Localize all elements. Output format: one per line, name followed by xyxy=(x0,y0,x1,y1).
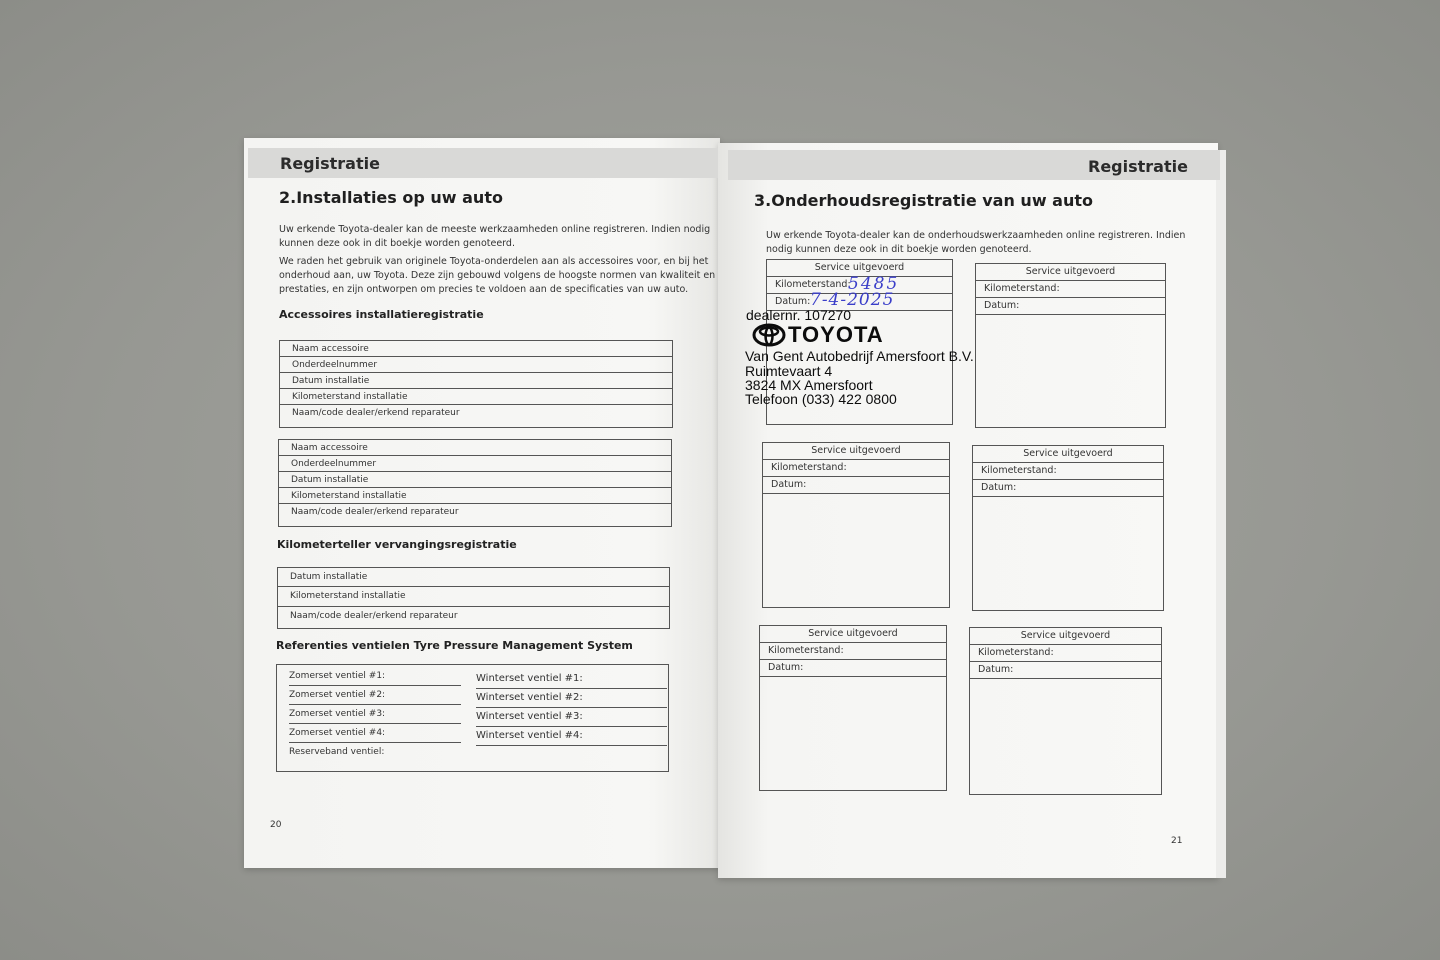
service-title: Service uitgevoerd xyxy=(976,264,1165,281)
left-accessory-paragraph xyxy=(279,255,715,297)
service-title: Service uitgevoerd xyxy=(763,443,949,460)
stamp-brand: TOYOTA xyxy=(788,322,884,347)
service-title: Service uitgevoerd xyxy=(970,628,1161,645)
winter-valve-field: Winterset ventiel #4: xyxy=(476,727,667,746)
service-box-3 xyxy=(762,442,950,608)
service-box-6 xyxy=(969,627,1162,795)
winter-valve-field: Winterset ventiel #3: xyxy=(476,708,667,727)
service-date-label: Datum: xyxy=(973,480,1163,497)
odometer-field: Kilometerstand installatie xyxy=(278,587,669,607)
service-date-label: Datum: xyxy=(970,662,1161,679)
service-box-4 xyxy=(972,445,1164,611)
text-line: kunnen deze ook in dit boekje worden genoteerd. xyxy=(279,238,515,249)
left-page-title: 2.Installaties op uw auto xyxy=(279,188,503,207)
odometer-table xyxy=(277,567,670,629)
text-line: onderhoud aan, uw Toyota. Deze zijn gebouwd volgens de hoogste normen van kwaliteit en xyxy=(279,270,716,281)
service-title: Service uitgevoerd xyxy=(760,626,946,643)
page-edge xyxy=(1216,150,1226,878)
stamp-street: Ruimtevaart 4 xyxy=(745,363,833,379)
summer-valve-field: Reserveband ventiel: xyxy=(289,747,385,757)
handwritten-date: 7-4-2025 xyxy=(810,290,895,310)
service-km-label: Kilometerstand: xyxy=(970,645,1161,662)
stamp-phone: Telefoon (033) 422 0800 xyxy=(745,391,897,407)
service-title: Service uitgevoerd xyxy=(973,446,1163,463)
right-page-number: 21 xyxy=(1171,836,1183,846)
text-line: We raden het gebruik van originele Toyota-onderdelen aan als accessoires voor, en bij het xyxy=(279,256,709,267)
text-line: nodig kunnen deze ook in dit boekje worden genoteerd. xyxy=(766,244,1032,255)
accessory-field: Datum installatie xyxy=(280,373,672,389)
accessory-field: Naam/code dealer/erkend reparateur xyxy=(292,408,460,418)
accessory-field: Onderdeelnummer xyxy=(279,456,671,472)
accessory-field: Naam accessoire xyxy=(279,440,671,456)
text-line: prestaties, en zijn ontworpen om precies te voldoen aan de specificaties van uw auto. xyxy=(279,284,689,295)
service-km-label: Kilometerstand: xyxy=(973,463,1163,480)
odometer-heading: Kilometerteller vervangingsregistratie xyxy=(277,538,517,551)
handwritten-km: 5485 xyxy=(848,274,900,294)
service-box-2 xyxy=(975,263,1166,428)
summer-valve-field: Zomerset ventiel #2: xyxy=(289,686,461,705)
stamp-city: 3824 MX Amersfoort xyxy=(745,377,873,393)
text-line: Uw erkende Toyota-dealer kan de meeste werkzaamheden online registreren. Indien nodig xyxy=(279,224,711,235)
service-date-label: Datum: xyxy=(760,660,946,677)
service-date-label: Datum: xyxy=(767,294,952,311)
service-date-label: Datum: xyxy=(976,298,1165,315)
summer-valve-field: Zomerset ventiel #1: xyxy=(289,667,461,686)
service-km-label: Kilometerstand: xyxy=(767,277,952,294)
service-box-5 xyxy=(759,625,947,791)
winter-valves-column xyxy=(476,670,667,746)
accessory-field: Datum installatie xyxy=(279,472,671,488)
accessory-table-1 xyxy=(279,340,673,428)
accessory-table-2 xyxy=(278,439,672,527)
service-km-label: Kilometerstand: xyxy=(976,281,1165,298)
summer-valve-field: Zomerset ventiel #4: xyxy=(289,724,461,743)
accessory-field: Onderdeelnummer xyxy=(280,357,672,373)
odometer-field: Naam/code dealer/erkend reparateur xyxy=(290,611,458,621)
accessory-field: Naam/code dealer/erkend reparateur xyxy=(291,507,459,517)
summer-valve-field: Zomerset ventiel #3: xyxy=(289,705,461,724)
odometer-field: Datum installatie xyxy=(278,568,669,587)
right-header-title: Registratie xyxy=(1088,157,1188,176)
stamp-company: Van Gent Autobedrijf Amersfoort B.V. xyxy=(745,348,974,364)
right-intro-paragraph xyxy=(766,229,1185,257)
winter-valve-field: Winterset ventiel #2: xyxy=(476,689,667,708)
service-title: Service uitgevoerd xyxy=(767,260,952,277)
service-km-label: Kilometerstand: xyxy=(760,643,946,660)
left-intro-paragraph xyxy=(279,223,710,251)
accessory-field: Kilometerstand installatie xyxy=(279,488,671,504)
left-header-title: Registratie xyxy=(280,154,380,173)
stamp-dealer-number: dealernr. 107270 xyxy=(746,307,852,323)
service-date-label: Datum: xyxy=(763,477,949,494)
right-page-title: 3.Onderhoudsregistratie van uw auto xyxy=(754,191,1093,210)
accessory-field: Naam accessoire xyxy=(280,341,672,357)
accessory-field: Kilometerstand installatie xyxy=(280,389,672,405)
winter-valve-field: Winterset ventiel #1: xyxy=(476,670,667,689)
service-km-label: Kilometerstand: xyxy=(763,460,949,477)
accessories-heading: Accessoires installatieregistratie xyxy=(279,308,484,321)
tpms-heading: Referenties ventielen Tyre Pressure Management System xyxy=(276,639,633,652)
left-page-number: 20 xyxy=(270,820,282,830)
tpms-table xyxy=(276,664,669,772)
summer-valves-column xyxy=(289,667,461,762)
text-line: Uw erkende Toyota-dealer kan de onderhoudswerkzaamheden online registreren. Indien xyxy=(766,230,1186,241)
